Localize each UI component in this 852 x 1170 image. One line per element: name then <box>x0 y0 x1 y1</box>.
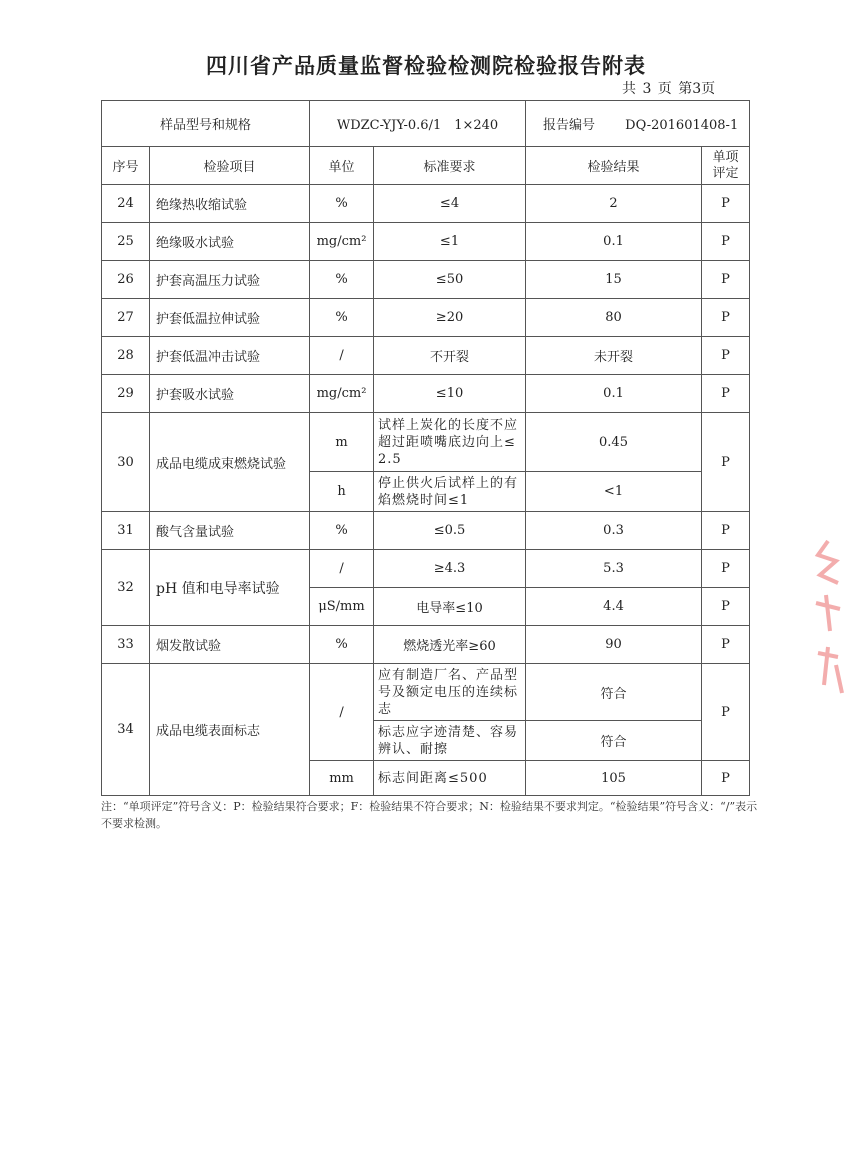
table-row <box>102 223 750 261</box>
row-std: ≤0.5 <box>374 512 526 550</box>
row-result: 2 <box>526 185 702 223</box>
row-unit: / <box>310 550 374 588</box>
row-std: 停止供火后试样上的有焰燃烧时间≤1 <box>374 472 526 512</box>
table-row <box>102 375 750 413</box>
row-item: pH 值和电导率试验 <box>150 550 310 626</box>
row-no: 28 <box>102 337 150 375</box>
row-unit: m <box>310 413 374 472</box>
table-row <box>102 413 750 472</box>
table-row <box>102 185 750 223</box>
row-std: 试样上炭化的长度不应超过距喷嘴底边向上≤ 2.5 <box>374 413 526 472</box>
row-unit: % <box>310 299 374 337</box>
table-row <box>102 550 750 588</box>
header-result: 检验结果 <box>526 147 702 185</box>
row-item: 护套低温拉伸试验 <box>150 299 310 337</box>
row-result: 80 <box>526 299 702 337</box>
row-std: ≤10 <box>374 375 526 413</box>
row-judge: P <box>702 375 750 413</box>
page-info: 共 3 页 第3页 <box>622 81 716 97</box>
header-unit: 单位 <box>310 147 374 185</box>
row-item: 绝缘热收缩试验 <box>150 185 310 223</box>
model-label: 样品型号和规格 <box>102 101 310 147</box>
table-row <box>102 664 750 721</box>
row-item: 成品电缆成束燃烧试验 <box>150 413 310 512</box>
report-label: 报告编号 <box>543 118 596 133</box>
row-result: 0.3 <box>526 512 702 550</box>
row-std: ≤1 <box>374 223 526 261</box>
row-item: 绝缘吸水试验 <box>150 223 310 261</box>
row-std: 电导率≤10 <box>374 588 526 626</box>
row-judge: P <box>702 223 750 261</box>
row-judge: P <box>702 185 750 223</box>
row-result: 符合 <box>526 664 702 721</box>
header-no: 序号 <box>102 147 150 185</box>
table-row <box>102 512 750 550</box>
row-unit: μS/mm <box>310 588 374 626</box>
row-std: 应有制造厂名、产品型号及额定电压的连续标志 <box>374 664 526 721</box>
row-item: 护套吸水试验 <box>150 375 310 413</box>
row-std: 标志应字迹清楚、容易辨认、耐擦 <box>374 721 526 761</box>
report-number-cell <box>526 101 750 147</box>
row-judge: P <box>702 337 750 375</box>
header-row <box>102 147 750 185</box>
row-std: ≤4 <box>374 185 526 223</box>
row-judge: P <box>702 626 750 664</box>
row-unit: % <box>310 626 374 664</box>
row-judge: P <box>702 299 750 337</box>
row-judge: P <box>702 761 750 796</box>
row-no: 26 <box>102 261 150 299</box>
row-item: 成品电缆表面标志 <box>150 664 310 796</box>
header-judge: 单项评定 <box>702 147 750 185</box>
row-judge: P <box>702 550 750 588</box>
model-value: WDZC-YJY-0.6/1 1×240 <box>310 101 526 147</box>
row-unit: mm <box>310 761 374 796</box>
table-row <box>102 626 750 664</box>
row-item: 酸气含量试验 <box>150 512 310 550</box>
row-result: 5.3 <box>526 550 702 588</box>
table-row <box>102 337 750 375</box>
row-result: 0.1 <box>526 375 702 413</box>
row-no: 25 <box>102 223 150 261</box>
row-no: 27 <box>102 299 150 337</box>
row-judge: P <box>702 664 750 761</box>
row-std: 燃烧透光率≥60 <box>374 626 526 664</box>
row-unit: % <box>310 185 374 223</box>
row-no: 29 <box>102 375 150 413</box>
row-result: 4.4 <box>526 588 702 626</box>
row-unit: h <box>310 472 374 512</box>
row-item: 护套低温冲击试验 <box>150 337 310 375</box>
row-judge: P <box>702 261 750 299</box>
row-judge: P <box>702 413 750 512</box>
row-unit: mg/cm² <box>310 375 374 413</box>
row-result: <1 <box>526 472 702 512</box>
row-unit: % <box>310 261 374 299</box>
row-no: 32 <box>102 550 150 626</box>
row-std: ≥4.3 <box>374 550 526 588</box>
row-no: 24 <box>102 185 150 223</box>
header-item: 检验项目 <box>150 147 310 185</box>
row-result: 90 <box>526 626 702 664</box>
report-value: DQ-201601408-1 <box>625 118 739 133</box>
row-no: 33 <box>102 626 150 664</box>
row-std: 不开裂 <box>374 337 526 375</box>
table-row <box>102 261 750 299</box>
header-std: 标准要求 <box>374 147 526 185</box>
row-item: 烟发散试验 <box>150 626 310 664</box>
row-std: ≥20 <box>374 299 526 337</box>
inspection-table <box>101 100 750 796</box>
row-unit: / <box>310 337 374 375</box>
red-seal-stamp <box>808 535 848 705</box>
row-unit: % <box>310 512 374 550</box>
row-item: 护套高温压力试验 <box>150 261 310 299</box>
report-title: 四川省产品质量监督检验检测院检验报告附表 <box>206 54 646 78</box>
row-judge: P <box>702 512 750 550</box>
row-result: 符合 <box>526 721 702 761</box>
row-result: 0.1 <box>526 223 702 261</box>
seal-fragment-icon <box>808 535 848 705</box>
row-std: 标志间距离≤500 <box>374 761 526 796</box>
meta-row <box>102 101 750 147</box>
row-result: 15 <box>526 261 702 299</box>
row-result: 0.45 <box>526 413 702 472</box>
footnote: 注：“单项评定”符号含义：P：检验结果符合要求；F：检验结果不符合要求；N：检验结果不要求判定。“检验结果”符号含义：“/”表示不要求检测。 <box>101 800 758 830</box>
row-unit: mg/cm² <box>310 223 374 261</box>
row-result: 未开裂 <box>526 337 702 375</box>
row-unit: / <box>310 664 374 761</box>
row-judge: P <box>702 588 750 626</box>
row-no: 34 <box>102 664 150 796</box>
row-std: ≤50 <box>374 261 526 299</box>
row-no: 30 <box>102 413 150 512</box>
row-result: 105 <box>526 761 702 796</box>
row-no: 31 <box>102 512 150 550</box>
table-row <box>102 299 750 337</box>
